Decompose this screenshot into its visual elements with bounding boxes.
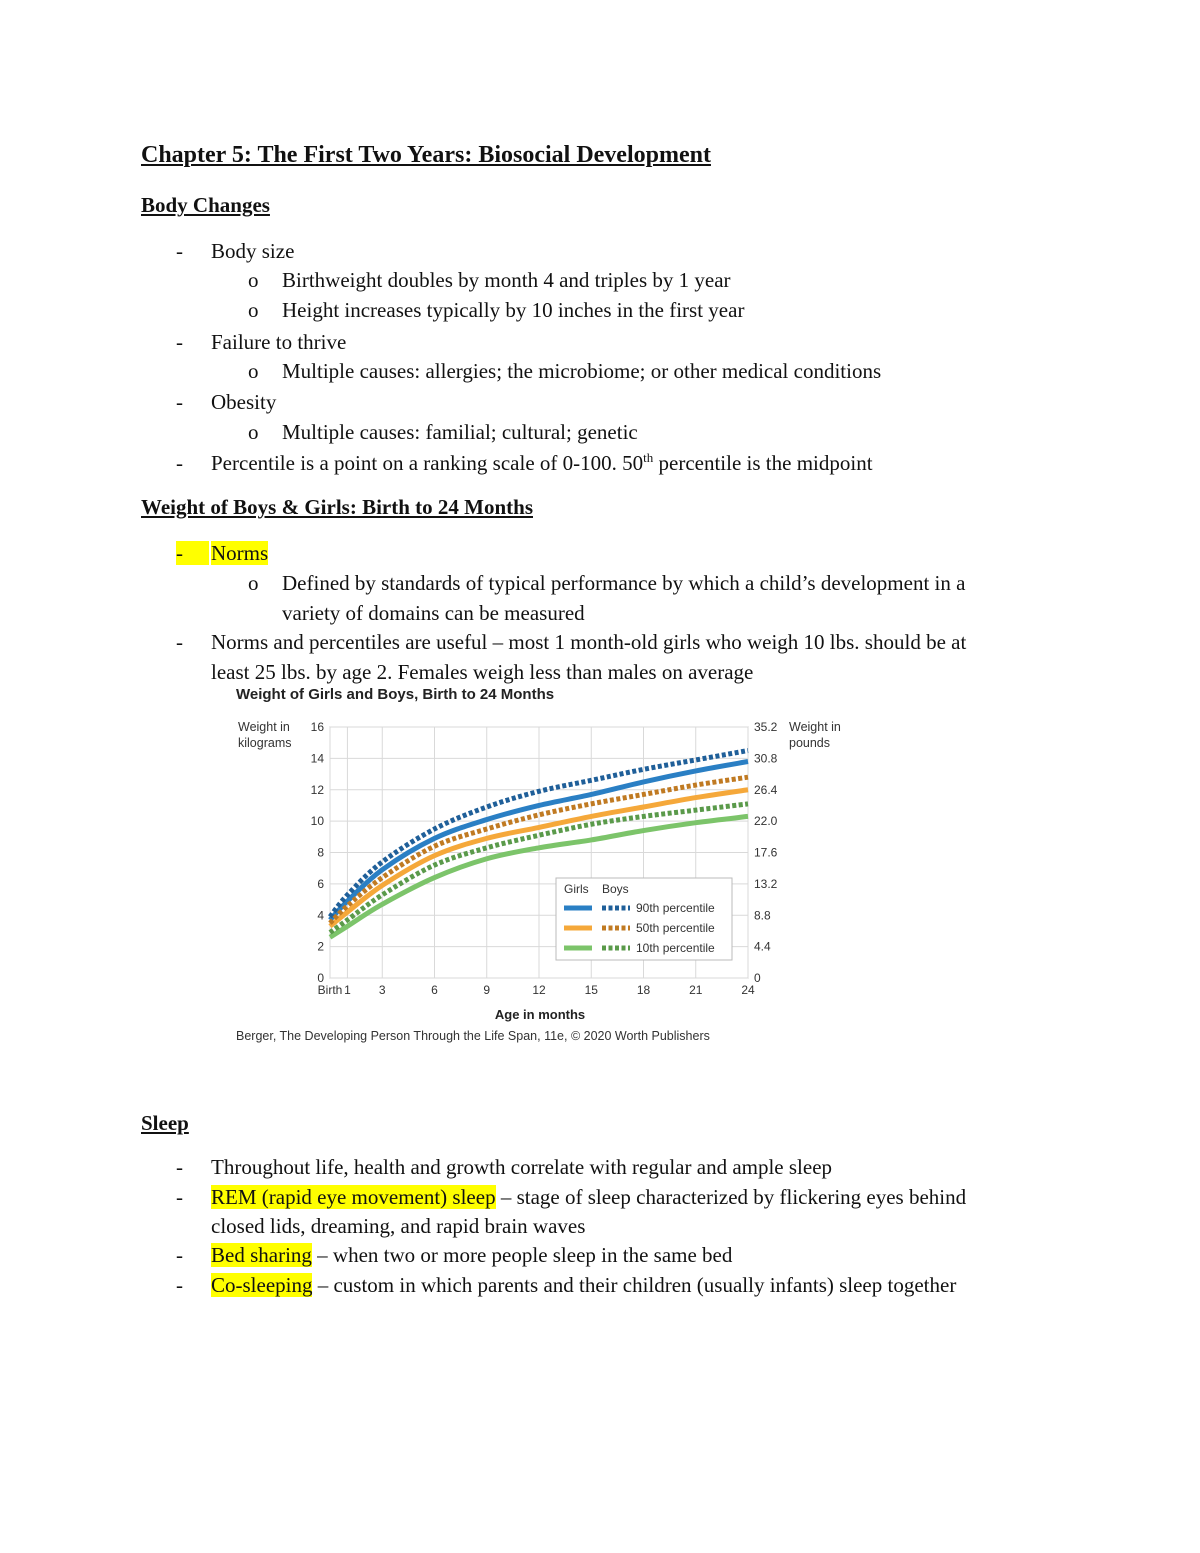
y-tick-label-left: 16 xyxy=(310,720,324,734)
legend-entry-label: 90th percentile xyxy=(636,901,715,915)
sub-list-item-text: variety of domains can be measured xyxy=(282,601,585,625)
x-axis-label: Age in months xyxy=(494,1007,586,1022)
x-tick-label: 18 xyxy=(636,983,651,997)
x-tick-label: 24 xyxy=(741,983,755,997)
dash-bullet: - xyxy=(176,1273,183,1297)
superscript-th: th xyxy=(643,450,654,465)
list-item-text xyxy=(211,1273,956,1297)
dash-bullet: - xyxy=(176,390,183,414)
y-axis-label-right-line2: pounds xyxy=(789,736,831,750)
y-tick-label-right: 13.2 xyxy=(754,876,778,891)
list-item-text xyxy=(211,451,873,475)
dash-bullet: - xyxy=(176,541,209,565)
co-sleeping-definition: – custom in which parents and their children (usually infants) sleep together xyxy=(312,1273,957,1297)
legend-entry-label: 10th percentile xyxy=(636,941,715,955)
list-item-text: least 25 lbs. by age 2. Females weigh less than males on average xyxy=(211,660,754,684)
y-tick-label-right: 4.4 xyxy=(754,939,771,954)
y-tick-label-left: 8 xyxy=(317,845,324,860)
document-title: Chapter 5: The First Two Years: Biosocial Development xyxy=(141,142,711,168)
dash-bullet: - xyxy=(176,1155,183,1179)
o-bullet: o xyxy=(248,268,259,292)
legend-girls-label: Girls xyxy=(564,882,589,896)
y-axis-label-left-line1: Weight in xyxy=(238,720,290,734)
o-bullet: o xyxy=(248,359,259,383)
rem-definition: – stage of sleep characterized by flickering eyes behind xyxy=(495,1185,967,1209)
y-tick-label-right: 8.8 xyxy=(754,908,771,923)
x-tick-label: 1 xyxy=(344,983,351,997)
o-bullet: o xyxy=(248,298,259,322)
sub-list-item-text: Multiple causes: familial; cultural; genetic xyxy=(282,420,638,444)
list-item-text xyxy=(211,1243,732,1267)
highlighted-term-norms: Norms xyxy=(211,541,269,565)
list-item-text: Obesity xyxy=(211,390,277,414)
sub-list-item-text: Multiple causes: allergies; the microbiome; or other medical conditions xyxy=(282,359,882,383)
y-axis-label-left xyxy=(238,720,293,750)
o-bullet: o xyxy=(248,420,259,444)
dash-bullet: - xyxy=(176,239,183,263)
list-item-text: Throughout life, health and growth correlate with regular and ample sleep xyxy=(211,1155,833,1179)
chart-title: Weight of Girls and Boys, Birth to 24 Months xyxy=(236,686,555,703)
y-axis-label-right xyxy=(789,720,844,750)
list-item-text: Norms and percentiles are useful – most 1 month-old girls who weigh 10 lbs. should be at xyxy=(211,630,967,654)
y-tick-label-right: 26.4 xyxy=(754,782,778,797)
sub-list-item-text: Birthweight doubles by month 4 and triples by 1 year xyxy=(282,268,731,292)
highlighted-term-rem: REM (rapid eye movement) sleep xyxy=(211,1185,496,1209)
dash-bullet: - xyxy=(176,1243,183,1267)
percentile-text-a: Percentile is a point on a ranking scale of 0-100. 50 xyxy=(211,451,644,475)
heading-weight: Weight of Boys & Girls: Birth to 24 Months xyxy=(141,495,533,519)
y-tick-label-left: 0 xyxy=(317,971,324,985)
y-tick-label-right: 0 xyxy=(754,971,761,985)
sub-list-item-text: Defined by standards of typical performance by which a child’s development in a xyxy=(282,571,966,595)
y-axis-label-right-line1: Weight in xyxy=(789,720,841,734)
legend-boys-label: Boys xyxy=(602,882,629,896)
dash-bullet: - xyxy=(176,451,183,475)
heading-body-changes: Body Changes xyxy=(141,193,270,217)
y-tick-label-left: 14 xyxy=(310,751,324,766)
y-tick-label-right: 22.0 xyxy=(754,814,778,829)
y-axis-label-left-line2: kilograms xyxy=(238,736,292,750)
highlighted-term-bed-sharing: Bed sharing xyxy=(211,1243,312,1267)
list-item-text: Body size xyxy=(211,239,295,263)
y-tick-label-right: 35.2 xyxy=(754,720,778,734)
weight-chart xyxy=(232,683,852,1053)
list-item-text: Failure to thrive xyxy=(211,330,347,354)
y-tick-label-right: 17.6 xyxy=(754,845,778,860)
y-tick-label-left: 2 xyxy=(317,939,324,954)
x-tick-label: 12 xyxy=(532,983,546,997)
dash-bullet: - xyxy=(176,1185,183,1209)
bed-sharing-definition: – when two or more people sleep in the same bed xyxy=(311,1243,733,1267)
legend-entry-label: 50th percentile xyxy=(636,921,715,935)
percentile-text-b: percentile is the midpoint xyxy=(653,451,873,475)
x-tick-label: 3 xyxy=(378,983,386,997)
weight-chart-figure xyxy=(232,683,852,1053)
heading-sleep: Sleep xyxy=(141,1111,189,1135)
highlighted-term-co-sleeping: Co-sleeping xyxy=(211,1273,313,1297)
o-bullet: o xyxy=(248,571,259,595)
x-tick-label: 9 xyxy=(483,983,491,997)
list-item-text: closed lids, dreaming, and rapid brain waves xyxy=(211,1214,586,1238)
chart-credit: Berger, The Developing Person Through the Life Span, 11e, © 2020 Worth Publishers xyxy=(236,1029,710,1043)
dash-bullet: - xyxy=(176,630,183,654)
sub-list-item-text: Height increases typically by 10 inches in the first year xyxy=(282,298,745,322)
chart-legend xyxy=(556,878,732,960)
list-item-text xyxy=(211,1185,966,1209)
y-tick-label-left: 4 xyxy=(317,908,324,923)
y-tick-label-right: 30.8 xyxy=(754,751,778,766)
y-tick-label-left: 12 xyxy=(310,782,324,797)
y-tick-label-left: 10 xyxy=(310,814,324,829)
x-tick-label: 6 xyxy=(431,983,438,997)
dash-bullet: - xyxy=(176,330,183,354)
x-tick-label: 21 xyxy=(689,983,703,997)
x-tick-label: Birth xyxy=(317,983,343,997)
x-tick-label: 15 xyxy=(584,983,598,997)
y-tick-label-left: 6 xyxy=(317,876,324,891)
